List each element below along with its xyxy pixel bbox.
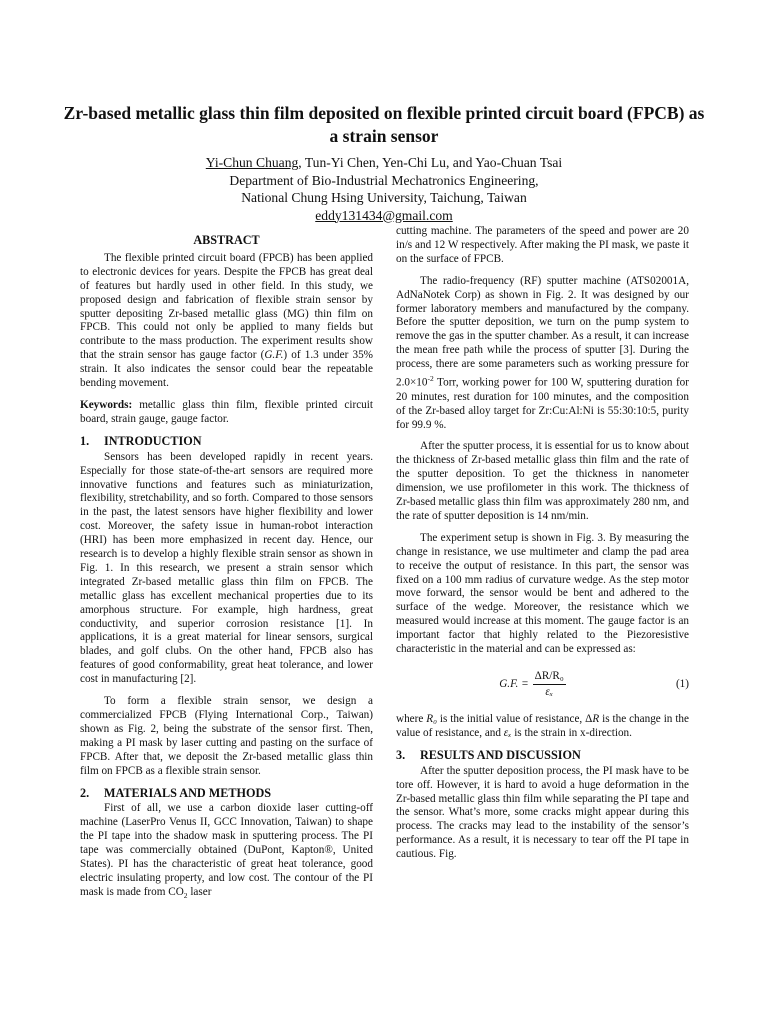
author-email[interactable]: eddy131434@gmail.com [315,207,453,223]
equation-fraction [533,670,566,700]
equation-number: (1) [675,678,689,691]
university: National Chung Hsing University, Taichung, Taiwan [241,190,527,205]
gauge-factor-equation [396,665,689,705]
left-column [80,232,373,911]
equation-numerator: ΔR/R₀ [533,670,566,685]
intro-paragraph-2: To form a flexible strain sensor, we design a commercialized FPCB (Flying International Corp., Taiwan) shown as Fig. 2, being the substrate of the sensor first. Then, making a PI mask by laser cutting and pasting on the surface of FPCB. After that, we deposit the Zr-based metallic glass thin film on FPCB as a flexible strain sensor. [80,695,373,777]
author-list [60,154,708,172]
paper-title: Zr-based metallic glass thin film deposited on flexible printed circuit board (FPCB) as a strain sensor [63,103,705,146]
methods-paragraph-thickness: After the sputter process, it is essential for us to know about the thickness of Zr-based metallic glass thin film and the rate of the sputter deposition. To get the thickness in nanometer dimension, we use profilometer in this work. The thickness of Zr-based metallic glass thin film was approximately 280 nm, and the rate of sputter deposition is 14 nm/min. [396,440,689,522]
abstract-text: The flexible printed circuit board (FPCB) has been applied to electronic devices for years. Despite the FPCB has great deal of features but hardly used in other field. In this study, we proposed design and fabrication of flexible strain sensor by sputter depositing Zr-based metallic glass (MG) thin film on FPCB. This could not only be applied to many fields but contribute to the mass production. The experiment results show that the strain sensor has gauge factor (G.F.) of 1.3 under 35% strain. It also indicates the sensor could bear the repeatable bending movement. [80,251,373,390]
equation-denominator: εₓ [545,686,553,699]
methods-paragraph-1: First of all, we use a carbon dioxide laser cutting-off machine (LaserPro Venus II, GCC Innovation, Taiwan) to shape the PI tape into the shadow mask in sputtering process. The PI tape was commercially obtained (DuPont, Kapton®, United States). PI has the characteristic of great heat tolerance, good electric insulating property, and low cost. The contour of the PI mask is made from $CO_2$ laser [80,802,373,901]
author-block [60,154,708,224]
department: Department of Bio-Industrial Mechatronics Engineering, [229,172,539,188]
coauthors: , Tun-Yi Chen, Yen-Chi Lu, and Yao-Chuan Tsai [298,155,563,170]
methods-paragraph-setup: The experiment setup is shown in Fig. 3. By measuring the change in resistance, we use multimeter and clamp the pad area to receive the output of resistance. In this part, the sensor was fixed on a 100 mm radius of curvature wedge. As the step motor move forward, the sensor would be bent and adhered to the surface of the wedge. Moreover, the resistance which we measured would increase at this moment. The gauge factor is an important factor that highly related to the Piezoresistive characteristic in the material and can be expressed as: [396,531,689,656]
results-paragraph-1: After the sputter deposition process, the PI mask have to be tore off. However, it is hard to avoid a huge deformation in the Zr-based metallic glass thin film while separating the PI tape and the sensor. What’s more, some cracks might appear during this process. The cracks may lead to the instability of the sensor’s performance. As a result, it is necessary to tear off the PI tape in cautious. Fig. [396,764,689,861]
equation-lhs: G.F. = [499,678,529,691]
abstract-heading: ABSTRACT [193,233,260,247]
equation-explanation: where R₀ is the initial value of resistance, ΔR is the change in the value of resistance, and εₓ is the strain in x-direction. [396,713,689,739]
right-column [396,225,689,870]
section-heading-results: 3. RESULTS AND DISCUSSION [396,747,581,762]
presenting-author: Yi-Chun Chuang [205,155,299,170]
methods-continued: cutting machine. The parameters of the speed and power are 20 in/s and 12 W respectively. After making the PI mask, we paste it on the surface of FPCB. [396,225,689,265]
methods-paragraph-sputter: The radio-frequency (RF) sputter machine (ATS02001A, AdNaNotek Corp) as shown in Fig. 2. It was designed by our former laboratory members and manufactured by the company. Before the sputter deposition, we turn on the pump system to remove the gas in the sputter chamber. As a result, it can increase the mean free path while the process of sputter [3]. During the process, there are some parameters such as working pressure for $2.0\times 10^{-2}$ Torr, working power for 100 W, sputtering duration for 20 minutes, rest duration for 100 minutes, and the composition of the Zr-based alloy target for Zr:Cu:Al:Ni is 55:30:10:5, purity for 99.9 %. [396,274,689,431]
keywords: Keywords: metallic glass thin film, flexible printed circuit board, strain gauge, gauge factor. [80,398,373,425]
intro-paragraph-1: Sensors has been developed rapidly in recent years. Especially for those state-of-the-art sensors are required more innovative functions and features such as miniaturization, flexibility, stretchability, and so forth. Compared to those sensors in the past, the latest sensors have higher flexibility and lower cost. Moreover, the safety issue in human-robot interaction (HRI) has been more emphasized in recent day. Hence, our research is to develop a highly flexible strain sensor as shown in Fig. 1. In this research, we present a strain sensor which integrated Zr-based metallic glass thin film on FPCB. The metallic glass has excellent mechanical properties due to its amorphous structure. For example, high hardness, great conductivity, and superior corrosion resistance [1]. In applications, it is a great material for linear sensors, surgical blades, and golf clubs. On the other hand, FPCB also has features of good conformability, great heat tolerance, and lower cost in manufacturing [2]. [80,450,373,686]
section-heading-introduction: 1. INTRODUCTION [80,433,202,448]
section-heading-methods: 2. MATERIALS AND METHODS [80,785,272,800]
